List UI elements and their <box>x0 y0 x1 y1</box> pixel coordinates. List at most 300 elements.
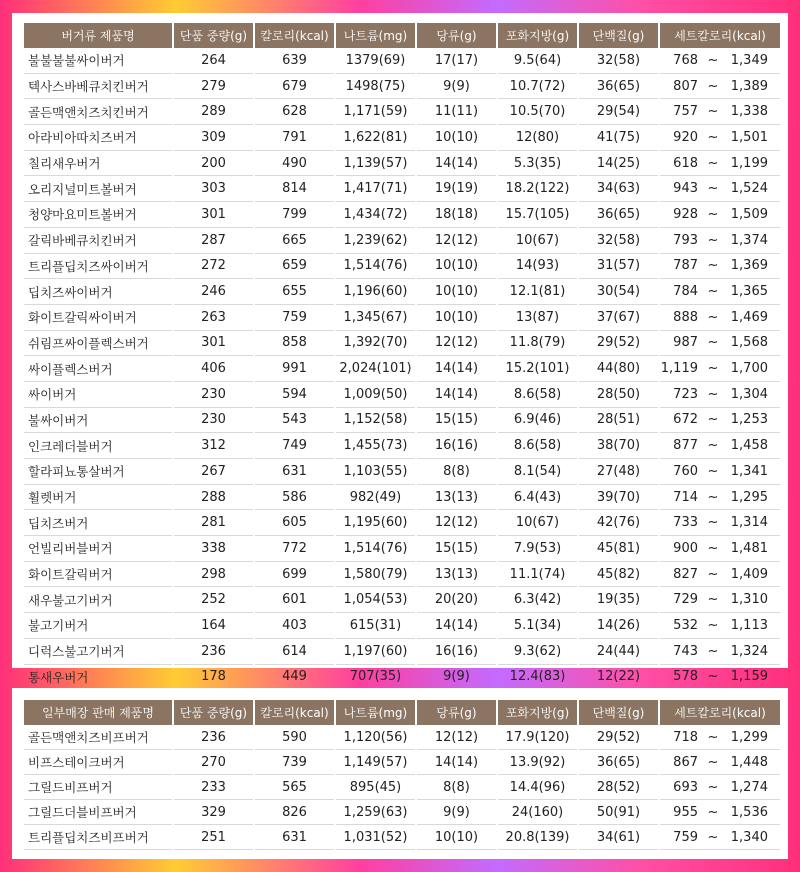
set-calorie-max: 1,409 <box>730 566 768 582</box>
set-calorie-max: 1,253 <box>730 412 768 428</box>
nutrition-value-cell: 799 <box>255 202 334 228</box>
nutrition-value-cell: 15.7(105) <box>498 202 577 228</box>
nutrition-value-cell: 246 <box>174 279 253 305</box>
nutrition-value-cell: 329 <box>174 800 253 825</box>
nutrition-value-cell: 403 <box>255 613 334 639</box>
nutrition-value-cell: 15.2(101) <box>498 356 577 382</box>
table-row <box>24 665 780 691</box>
nutrition-value-cell: 14(14) <box>417 613 496 639</box>
product-name-cell: 화이트갈릭싸이버거 <box>24 305 172 331</box>
nutrition-value-cell: 14(14) <box>417 151 496 177</box>
set-calorie-max: 1,389 <box>730 78 768 94</box>
nutrition-value-cell: 263 <box>174 305 253 331</box>
product-name-cell: 휠렛버거 <box>24 485 172 511</box>
nutrition-value-cell: 164 <box>174 613 253 639</box>
set-calorie-min: 793 <box>673 232 698 248</box>
nutrition-value-cell: 14(25) <box>579 151 658 177</box>
product-name-cell: 할라피뇨통살버거 <box>24 459 172 485</box>
nutrition-value-cell: 586 <box>255 485 334 511</box>
nutrition-value-cell: 826 <box>255 800 334 825</box>
set-calorie-min: 693 <box>673 779 698 795</box>
nutrition-value-cell: 679 <box>255 74 334 100</box>
range-separator: ~ <box>707 729 719 745</box>
range-separator: ~ <box>707 829 719 845</box>
nutrition-value-cell: 20.8(139) <box>498 825 577 850</box>
product-name-cell: 딥치즈버거 <box>24 510 172 536</box>
product-name-cell: 칠리새우버거 <box>24 151 172 177</box>
set-calorie-max: 1,469 <box>730 309 768 325</box>
nutrition-value-cell: 6.9(46) <box>498 408 577 434</box>
nutrition-value-cell: 1,239(62) <box>336 228 415 254</box>
column-header: 단품 중량(g) <box>174 700 253 725</box>
set-calorie-min: 532 <box>673 617 698 633</box>
nutrition-value-cell: 490 <box>255 151 334 177</box>
nutrition-value-cell: 5.3(35) <box>498 151 577 177</box>
set-calorie-cell <box>660 775 780 800</box>
nutrition-value-cell: 17(17) <box>417 48 496 74</box>
product-name-cell: 불불불불싸이버거 <box>24 48 172 74</box>
table-row <box>24 202 780 228</box>
set-calorie-cell <box>660 408 780 434</box>
set-calorie-cell <box>660 536 780 562</box>
range-separator: ~ <box>707 463 719 479</box>
nutrition-value-cell: 991 <box>255 356 334 382</box>
nutrition-value-cell: 36(65) <box>579 750 658 775</box>
nutrition-value-cell: 6.3(42) <box>498 587 577 613</box>
set-calorie-max: 1,509 <box>730 206 768 222</box>
nutrition-value-cell: 287 <box>174 228 253 254</box>
nutrition-value-cell: 29(52) <box>579 725 658 750</box>
nutrition-value-cell: 9(9) <box>417 665 496 691</box>
column-header: 단백질(g) <box>579 23 658 48</box>
set-calorie-min: 768 <box>673 52 698 68</box>
table-row <box>24 433 780 459</box>
nutrition-value-cell: 31(57) <box>579 254 658 280</box>
table-row <box>24 587 780 613</box>
nutrition-value-cell: 37(67) <box>579 305 658 331</box>
set-calorie-max: 1,501 <box>730 129 768 145</box>
nutrition-value-cell: 759 <box>255 305 334 331</box>
nutrition-value-cell: 264 <box>174 48 253 74</box>
table-header-row <box>24 23 780 48</box>
nutrition-value-cell: 1,580(79) <box>336 562 415 588</box>
nutrition-value-cell: 15(15) <box>417 536 496 562</box>
set-calorie-min: 1,119 <box>660 361 698 377</box>
set-calorie-cell <box>660 305 780 331</box>
nutrition-value-cell: 301 <box>174 331 253 357</box>
table-row <box>24 485 780 511</box>
product-name-cell: 불고기버거 <box>24 613 172 639</box>
nutrition-value-cell: 8.1(54) <box>498 459 577 485</box>
set-calorie-cell <box>660 613 780 639</box>
range-separator: ~ <box>707 489 719 505</box>
nutrition-value-cell: 272 <box>174 254 253 280</box>
nutrition-value-cell: 42(76) <box>579 510 658 536</box>
set-calorie-min: 743 <box>673 643 698 659</box>
range-separator: ~ <box>707 515 719 531</box>
nutrition-value-cell: 298 <box>174 562 253 588</box>
product-name-cell: 골든맥앤치즈치킨버거 <box>24 99 172 125</box>
product-name-cell: 화이트갈릭버거 <box>24 562 172 588</box>
nutrition-value-cell: 5.1(34) <box>498 613 577 639</box>
set-calorie-cell <box>660 254 780 280</box>
product-name-cell: 싸이플렉스버거 <box>24 356 172 382</box>
nutrition-value-cell: 639 <box>255 48 334 74</box>
product-name-cell: 언빌리버블버거 <box>24 536 172 562</box>
set-calorie-min: 928 <box>673 206 698 222</box>
table-row <box>24 99 780 125</box>
range-separator: ~ <box>707 309 719 325</box>
range-separator: ~ <box>707 258 719 274</box>
table-row <box>24 639 780 665</box>
nutrition-value-cell: 1379(69) <box>336 48 415 74</box>
nutrition-value-cell: 29(54) <box>579 99 658 125</box>
range-separator: ~ <box>707 617 719 633</box>
nutrition-value-cell: 615(31) <box>336 613 415 639</box>
nutrition-value-cell: 9.3(62) <box>498 639 577 665</box>
set-calorie-min: 867 <box>673 754 698 770</box>
nutrition-value-cell: 631 <box>255 459 334 485</box>
set-calorie-min: 672 <box>673 412 698 428</box>
nutrition-value-cell: 32(58) <box>579 48 658 74</box>
nutrition-value-cell: 601 <box>255 587 334 613</box>
set-calorie-max: 1,524 <box>730 181 768 197</box>
set-calorie-max: 1,314 <box>730 515 768 531</box>
product-name-cell: 갈릭바베큐치킨버거 <box>24 228 172 254</box>
table-row <box>24 825 780 850</box>
set-calorie-cell <box>660 510 780 536</box>
set-calorie-cell <box>660 725 780 750</box>
table-header-row <box>24 700 780 725</box>
nutrition-value-cell: 699 <box>255 562 334 588</box>
product-name-cell: 불싸이버거 <box>24 408 172 434</box>
range-separator: ~ <box>707 566 719 582</box>
table-body <box>24 48 780 690</box>
set-calorie-max: 1,274 <box>730 779 768 795</box>
set-calorie-cell <box>660 800 780 825</box>
nutrition-value-cell: 38(70) <box>579 433 658 459</box>
nutrition-value-cell: 814 <box>255 176 334 202</box>
table-row <box>24 775 780 800</box>
nutrition-value-cell: 1,345(67) <box>336 305 415 331</box>
set-calorie-cell <box>660 228 780 254</box>
nutrition-value-cell: 11.1(74) <box>498 562 577 588</box>
nutrition-value-cell: 200 <box>174 151 253 177</box>
product-name-cell: 인크레더블버거 <box>24 433 172 459</box>
nutrition-value-cell: 45(81) <box>579 536 658 562</box>
set-calorie-max: 1,374 <box>730 232 768 248</box>
nutrition-value-cell: 301 <box>174 202 253 228</box>
nutrition-value-cell: 10.5(70) <box>498 99 577 125</box>
set-calorie-min: 987 <box>673 335 698 351</box>
set-calorie-max: 1,113 <box>730 617 768 633</box>
range-separator: ~ <box>707 438 719 454</box>
table-row <box>24 228 780 254</box>
set-calorie-max: 1,481 <box>730 540 768 556</box>
set-calorie-max: 1,338 <box>730 104 768 120</box>
nutrition-value-cell: 16(16) <box>417 639 496 665</box>
nutrition-value-cell: 14.4(96) <box>498 775 577 800</box>
column-header: 당류(g) <box>417 700 496 725</box>
nutrition-value-cell: 739 <box>255 750 334 775</box>
nutrition-value-cell: 1,259(63) <box>336 800 415 825</box>
nutrition-value-cell: 24(44) <box>579 639 658 665</box>
set-calorie-max: 1,568 <box>730 335 768 351</box>
nutrition-value-cell: 14(14) <box>417 750 496 775</box>
nutrition-value-cell: 15(15) <box>417 408 496 434</box>
set-calorie-cell <box>660 382 780 408</box>
nutrition-value-cell: 1,392(70) <box>336 331 415 357</box>
set-calorie-max: 1,199 <box>730 155 768 171</box>
nutrition-value-cell: 11.8(79) <box>498 331 577 357</box>
set-calorie-min: 618 <box>673 155 698 171</box>
set-calorie-max: 1,536 <box>730 804 768 820</box>
nutrition-value-cell: 27(48) <box>579 459 658 485</box>
nutrition-value-cell: 1,031(52) <box>336 825 415 850</box>
range-separator: ~ <box>707 754 719 770</box>
nutrition-value-cell: 24(160) <box>498 800 577 825</box>
column-header: 일부매장 판매 제품명 <box>24 700 172 725</box>
nutrition-value-cell: 44(80) <box>579 356 658 382</box>
nutrition-value-cell: 13(13) <box>417 485 496 511</box>
set-calorie-max: 1,458 <box>730 438 768 454</box>
table-row <box>24 125 780 151</box>
set-calorie-max: 1,304 <box>730 386 768 402</box>
nutrition-value-cell: 8(8) <box>417 459 496 485</box>
nutrition-value-cell: 13(13) <box>417 562 496 588</box>
range-separator: ~ <box>707 540 719 556</box>
nutrition-value-cell: 1498(75) <box>336 74 415 100</box>
set-calorie-cell <box>660 562 780 588</box>
set-calorie-max: 1,349 <box>730 52 768 68</box>
column-header: 나트륨(mg) <box>336 23 415 48</box>
set-calorie-cell <box>660 825 780 850</box>
nutrition-value-cell: 28(51) <box>579 408 658 434</box>
nutrition-value-cell: 1,514(76) <box>336 536 415 562</box>
product-name-cell: 청양마요미트볼버거 <box>24 202 172 228</box>
nutrition-value-cell: 12(12) <box>417 510 496 536</box>
nutrition-value-cell: 14(93) <box>498 254 577 280</box>
set-calorie-cell <box>660 485 780 511</box>
nutrition-value-cell: 12(22) <box>579 665 658 691</box>
nutrition-value-cell: 1,120(56) <box>336 725 415 750</box>
table-row <box>24 331 780 357</box>
set-calorie-max: 1,299 <box>730 729 768 745</box>
range-separator: ~ <box>707 412 719 428</box>
table-body <box>24 725 780 850</box>
nutrition-value-cell: 12(12) <box>417 725 496 750</box>
nutrition-value-cell: 178 <box>174 665 253 691</box>
nutrition-value-cell: 1,009(50) <box>336 382 415 408</box>
set-calorie-max: 1,310 <box>730 592 768 608</box>
nutrition-value-cell: 858 <box>255 331 334 357</box>
nutrition-value-cell: 17.9(120) <box>498 725 577 750</box>
nutrition-value-cell: 29(52) <box>579 331 658 357</box>
product-name-cell: 쉬림프싸이플렉스버거 <box>24 331 172 357</box>
nutrition-value-cell: 236 <box>174 639 253 665</box>
nutrition-value-cell: 45(82) <box>579 562 658 588</box>
range-separator: ~ <box>707 361 719 377</box>
range-separator: ~ <box>707 181 719 197</box>
nutrition-value-cell: 10(10) <box>417 279 496 305</box>
set-calorie-cell <box>660 639 780 665</box>
nutrition-value-cell: 41(75) <box>579 125 658 151</box>
limited-store-nutrition-table <box>22 700 782 850</box>
nutrition-value-cell: 251 <box>174 825 253 850</box>
set-calorie-max: 1,324 <box>730 643 768 659</box>
set-calorie-min: 759 <box>673 829 698 845</box>
range-separator: ~ <box>707 206 719 222</box>
nutrition-value-cell: 230 <box>174 382 253 408</box>
nutrition-value-cell: 8(8) <box>417 775 496 800</box>
column-header: 세트칼로리(kcal) <box>660 700 780 725</box>
nutrition-value-cell: 655 <box>255 279 334 305</box>
nutrition-value-cell: 1,197(60) <box>336 639 415 665</box>
nutrition-value-cell: 449 <box>255 665 334 691</box>
table-row <box>24 510 780 536</box>
table-row <box>24 48 780 74</box>
nutrition-value-cell: 2,024(101) <box>336 356 415 382</box>
burger-nutrition-table <box>22 23 782 690</box>
table-row <box>24 613 780 639</box>
column-header: 세트칼로리(kcal) <box>660 23 780 48</box>
product-name-cell: 딥치즈싸이버거 <box>24 279 172 305</box>
table-row <box>24 459 780 485</box>
nutrition-value-cell: 270 <box>174 750 253 775</box>
product-name-cell: 싸이버거 <box>24 382 172 408</box>
set-calorie-min: 723 <box>673 386 698 402</box>
range-separator: ~ <box>707 335 719 351</box>
nutrition-value-cell: 8.6(58) <box>498 433 577 459</box>
nutrition-value-cell: 10(10) <box>417 125 496 151</box>
nutrition-value-cell: 9.5(64) <box>498 48 577 74</box>
nutrition-value-cell: 312 <box>174 433 253 459</box>
nutrition-value-cell: 1,622(81) <box>336 125 415 151</box>
nutrition-value-cell: 1,054(53) <box>336 587 415 613</box>
nutrition-value-cell: 1,149(57) <box>336 750 415 775</box>
set-calorie-cell <box>660 99 780 125</box>
nutrition-value-cell: 19(35) <box>579 587 658 613</box>
set-calorie-cell <box>660 202 780 228</box>
set-calorie-min: 955 <box>673 804 698 820</box>
nutrition-value-cell: 10(67) <box>498 228 577 254</box>
set-calorie-cell <box>660 459 780 485</box>
table-row <box>24 356 780 382</box>
table-row <box>24 536 780 562</box>
product-name-cell: 트리플딥치즈비프버거 <box>24 825 172 850</box>
column-header: 칼로리(kcal) <box>255 700 334 725</box>
nutrition-value-cell: 665 <box>255 228 334 254</box>
nutrition-value-cell: 1,139(57) <box>336 151 415 177</box>
range-separator: ~ <box>707 669 719 685</box>
nutrition-value-cell: 16(16) <box>417 433 496 459</box>
product-name-cell: 아라비아따치즈버거 <box>24 125 172 151</box>
nutrition-value-cell: 289 <box>174 99 253 125</box>
set-calorie-min: 578 <box>673 669 698 685</box>
nutrition-value-cell: 11(11) <box>417 99 496 125</box>
nutrition-value-cell: 14(14) <box>417 356 496 382</box>
column-header: 단백질(g) <box>579 700 658 725</box>
nutrition-value-cell: 12(12) <box>417 228 496 254</box>
range-separator: ~ <box>707 129 719 145</box>
set-calorie-min: 900 <box>673 540 698 556</box>
product-name-cell: 그릴드비프버거 <box>24 775 172 800</box>
set-calorie-min: 714 <box>673 489 698 505</box>
nutrition-value-cell: 12(12) <box>417 331 496 357</box>
nutrition-value-cell: 9(9) <box>417 800 496 825</box>
nutrition-value-cell: 594 <box>255 382 334 408</box>
nutrition-value-cell: 236 <box>174 725 253 750</box>
table-row <box>24 176 780 202</box>
nutrition-value-cell: 1,152(58) <box>336 408 415 434</box>
nutrition-value-cell: 36(65) <box>579 74 658 100</box>
table-row <box>24 750 780 775</box>
nutrition-value-cell: 233 <box>174 775 253 800</box>
set-calorie-max: 1,341 <box>730 463 768 479</box>
table-row <box>24 562 780 588</box>
nutrition-value-cell: 32(58) <box>579 228 658 254</box>
column-header: 단품 중량(g) <box>174 23 253 48</box>
set-calorie-min: 787 <box>673 258 698 274</box>
set-calorie-min: 757 <box>673 104 698 120</box>
set-calorie-cell <box>660 176 780 202</box>
nutrition-value-cell: 628 <box>255 99 334 125</box>
nutrition-value-cell: 614 <box>255 639 334 665</box>
set-calorie-cell <box>660 74 780 100</box>
nutrition-value-cell: 338 <box>174 536 253 562</box>
nutrition-value-cell: 10(10) <box>417 825 496 850</box>
nutrition-value-cell: 9(9) <box>417 74 496 100</box>
nutrition-value-cell: 28(52) <box>579 775 658 800</box>
nutrition-value-cell: 749 <box>255 433 334 459</box>
column-header: 칼로리(kcal) <box>255 23 334 48</box>
set-calorie-min: 784 <box>673 284 698 300</box>
table-row <box>24 800 780 825</box>
set-calorie-cell <box>660 151 780 177</box>
range-separator: ~ <box>707 804 719 820</box>
set-calorie-max: 1,700 <box>730 361 768 377</box>
nutrition-value-cell: 1,103(55) <box>336 459 415 485</box>
nutrition-value-cell: 252 <box>174 587 253 613</box>
range-separator: ~ <box>707 643 719 659</box>
product-name-cell: 디럭스불고기버거 <box>24 639 172 665</box>
set-calorie-min: 877 <box>673 438 698 454</box>
nutrition-value-cell: 10.7(72) <box>498 74 577 100</box>
table-row <box>24 725 780 750</box>
range-separator: ~ <box>707 284 719 300</box>
nutrition-value-cell: 13(87) <box>498 305 577 331</box>
set-calorie-min: 827 <box>673 566 698 582</box>
nutrition-value-cell: 12(80) <box>498 125 577 151</box>
nutrition-value-cell: 982(49) <box>336 485 415 511</box>
nutrition-value-cell: 18.2(122) <box>498 176 577 202</box>
nutrition-value-cell: 895(45) <box>336 775 415 800</box>
nutrition-value-cell: 39(70) <box>579 485 658 511</box>
column-header: 나트륨(mg) <box>336 700 415 725</box>
set-calorie-min: 943 <box>673 181 698 197</box>
set-calorie-min: 888 <box>673 309 698 325</box>
nutrition-value-cell: 1,196(60) <box>336 279 415 305</box>
set-calorie-cell <box>660 331 780 357</box>
nutrition-value-cell: 1,434(72) <box>336 202 415 228</box>
set-calorie-cell <box>660 279 780 305</box>
table-row <box>24 279 780 305</box>
column-header: 버거류 제품명 <box>24 23 172 48</box>
product-name-cell: 골든맥앤치즈비프버거 <box>24 725 172 750</box>
set-calorie-min: 807 <box>673 78 698 94</box>
set-calorie-max: 1,365 <box>730 284 768 300</box>
table-row <box>24 74 780 100</box>
